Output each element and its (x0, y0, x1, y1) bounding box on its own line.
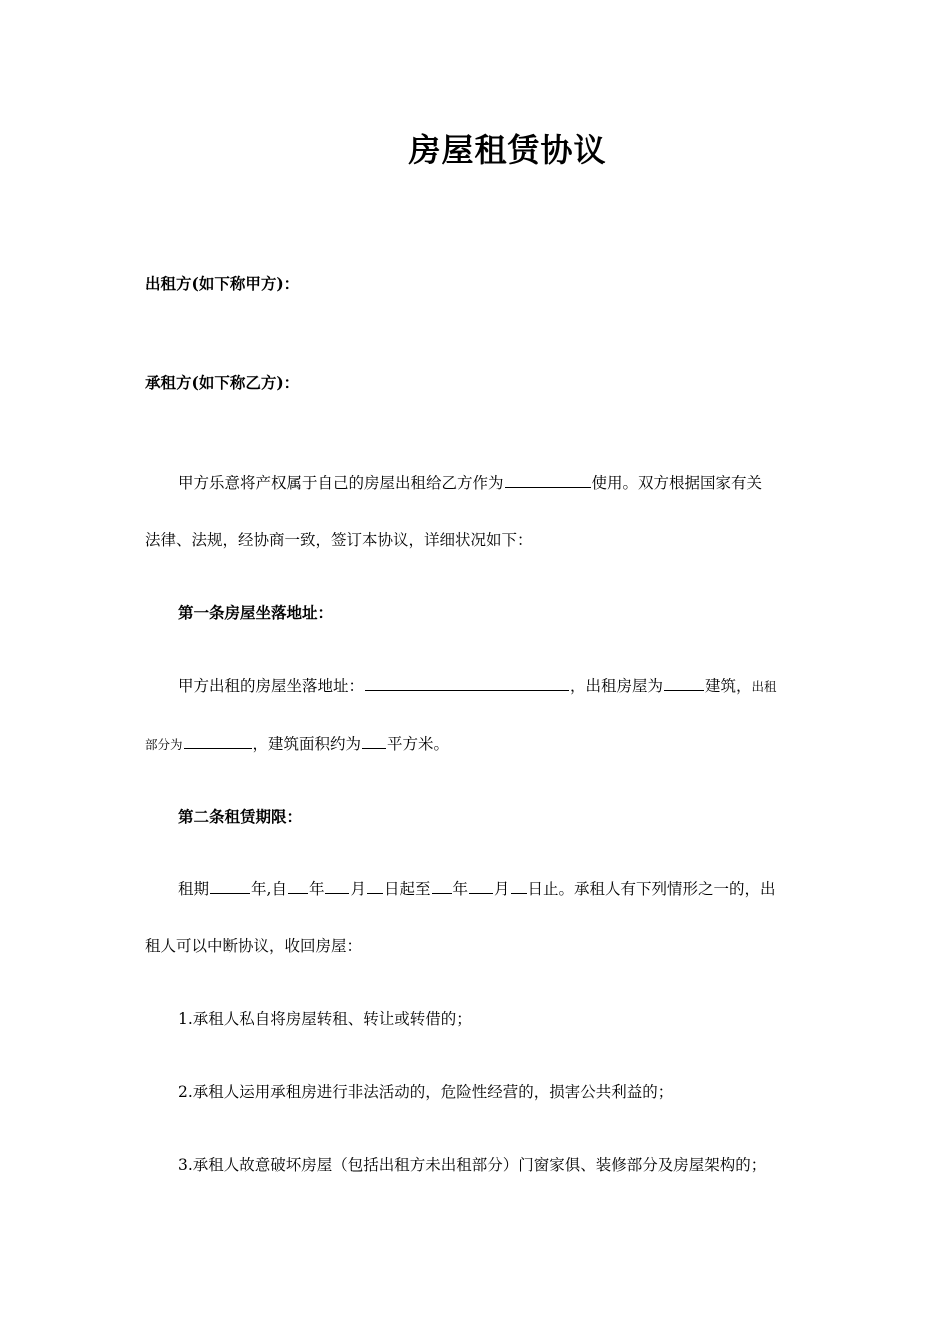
end-year-label: 年 (452, 880, 469, 898)
term-from: 年,自 (251, 880, 287, 898)
article2-line-1 (178, 877, 776, 900)
building-label: 建筑， (705, 677, 752, 695)
start-day-label: 日起至 (383, 880, 431, 898)
end-month-label: 月 (494, 880, 510, 898)
part-label-small: 部分为 (145, 737, 183, 752)
article2-heading: 第二条租赁期限： (178, 807, 303, 826)
house-type-label: ，出租房屋为 (570, 677, 664, 695)
party-a-label: 出租方(如下称甲方)： (145, 274, 300, 293)
start-month-label: 月 (350, 880, 366, 898)
article1-line-1 (178, 674, 777, 698)
start-year-label: 年 (308, 880, 325, 898)
article1-heading: 第一条房屋坐落地址： (178, 603, 334, 622)
article2-line-2: 租人可以中断协议，收回房屋： (145, 937, 363, 955)
start-day-blank (367, 877, 383, 894)
rent-part-label-small: 出租 (751, 679, 777, 694)
end-year-blank (432, 877, 452, 894)
end-day-label: 日止。承租人有下列情形之一的，出 (527, 880, 776, 898)
building-type-blank (664, 674, 704, 691)
document-title: 房屋租赁协议 (408, 131, 607, 169)
end-day-blank (511, 877, 527, 894)
article2-item-2: 2.承租人运用承租房进行非法活动的，危险性经营的，损害公共利益的； (178, 1083, 674, 1101)
article2-item-3: 3.承租人故意破坏房屋（包括出租方未出租部分）门窗家俱、装修部分及房屋架构的； (178, 1156, 767, 1174)
area-label: ，建筑面积约为 (252, 735, 362, 753)
intro-line-2: 法律、法规，经协商一致，签订本协议，详细状况如下： (145, 531, 533, 549)
article2-item-1: 1.承租人私自将房屋转租、转让或转借的； (178, 1010, 472, 1028)
end-month-blank (469, 877, 493, 894)
intro-text-2: 使用。双方根据国家有关 (591, 474, 763, 492)
start-year-blank (288, 877, 308, 894)
address-label: 甲方出租的房屋坐落地址： (178, 677, 365, 695)
party-b-label: 承租方(如下称乙方)： (145, 373, 300, 392)
start-month-blank (325, 877, 349, 894)
intro-text-1: 甲方乐意将产权属于自己的房屋出租给乙方作为 (178, 474, 504, 492)
term-years-blank (210, 877, 250, 894)
usage-blank (505, 471, 591, 488)
rent-part-blank (184, 732, 252, 749)
intro-line-1 (178, 471, 762, 494)
article1-line-2 (145, 732, 449, 756)
term-label: 租期 (178, 880, 210, 898)
area-unit: 平方米。 (387, 735, 450, 753)
area-blank (362, 732, 386, 749)
address-blank (365, 674, 569, 691)
